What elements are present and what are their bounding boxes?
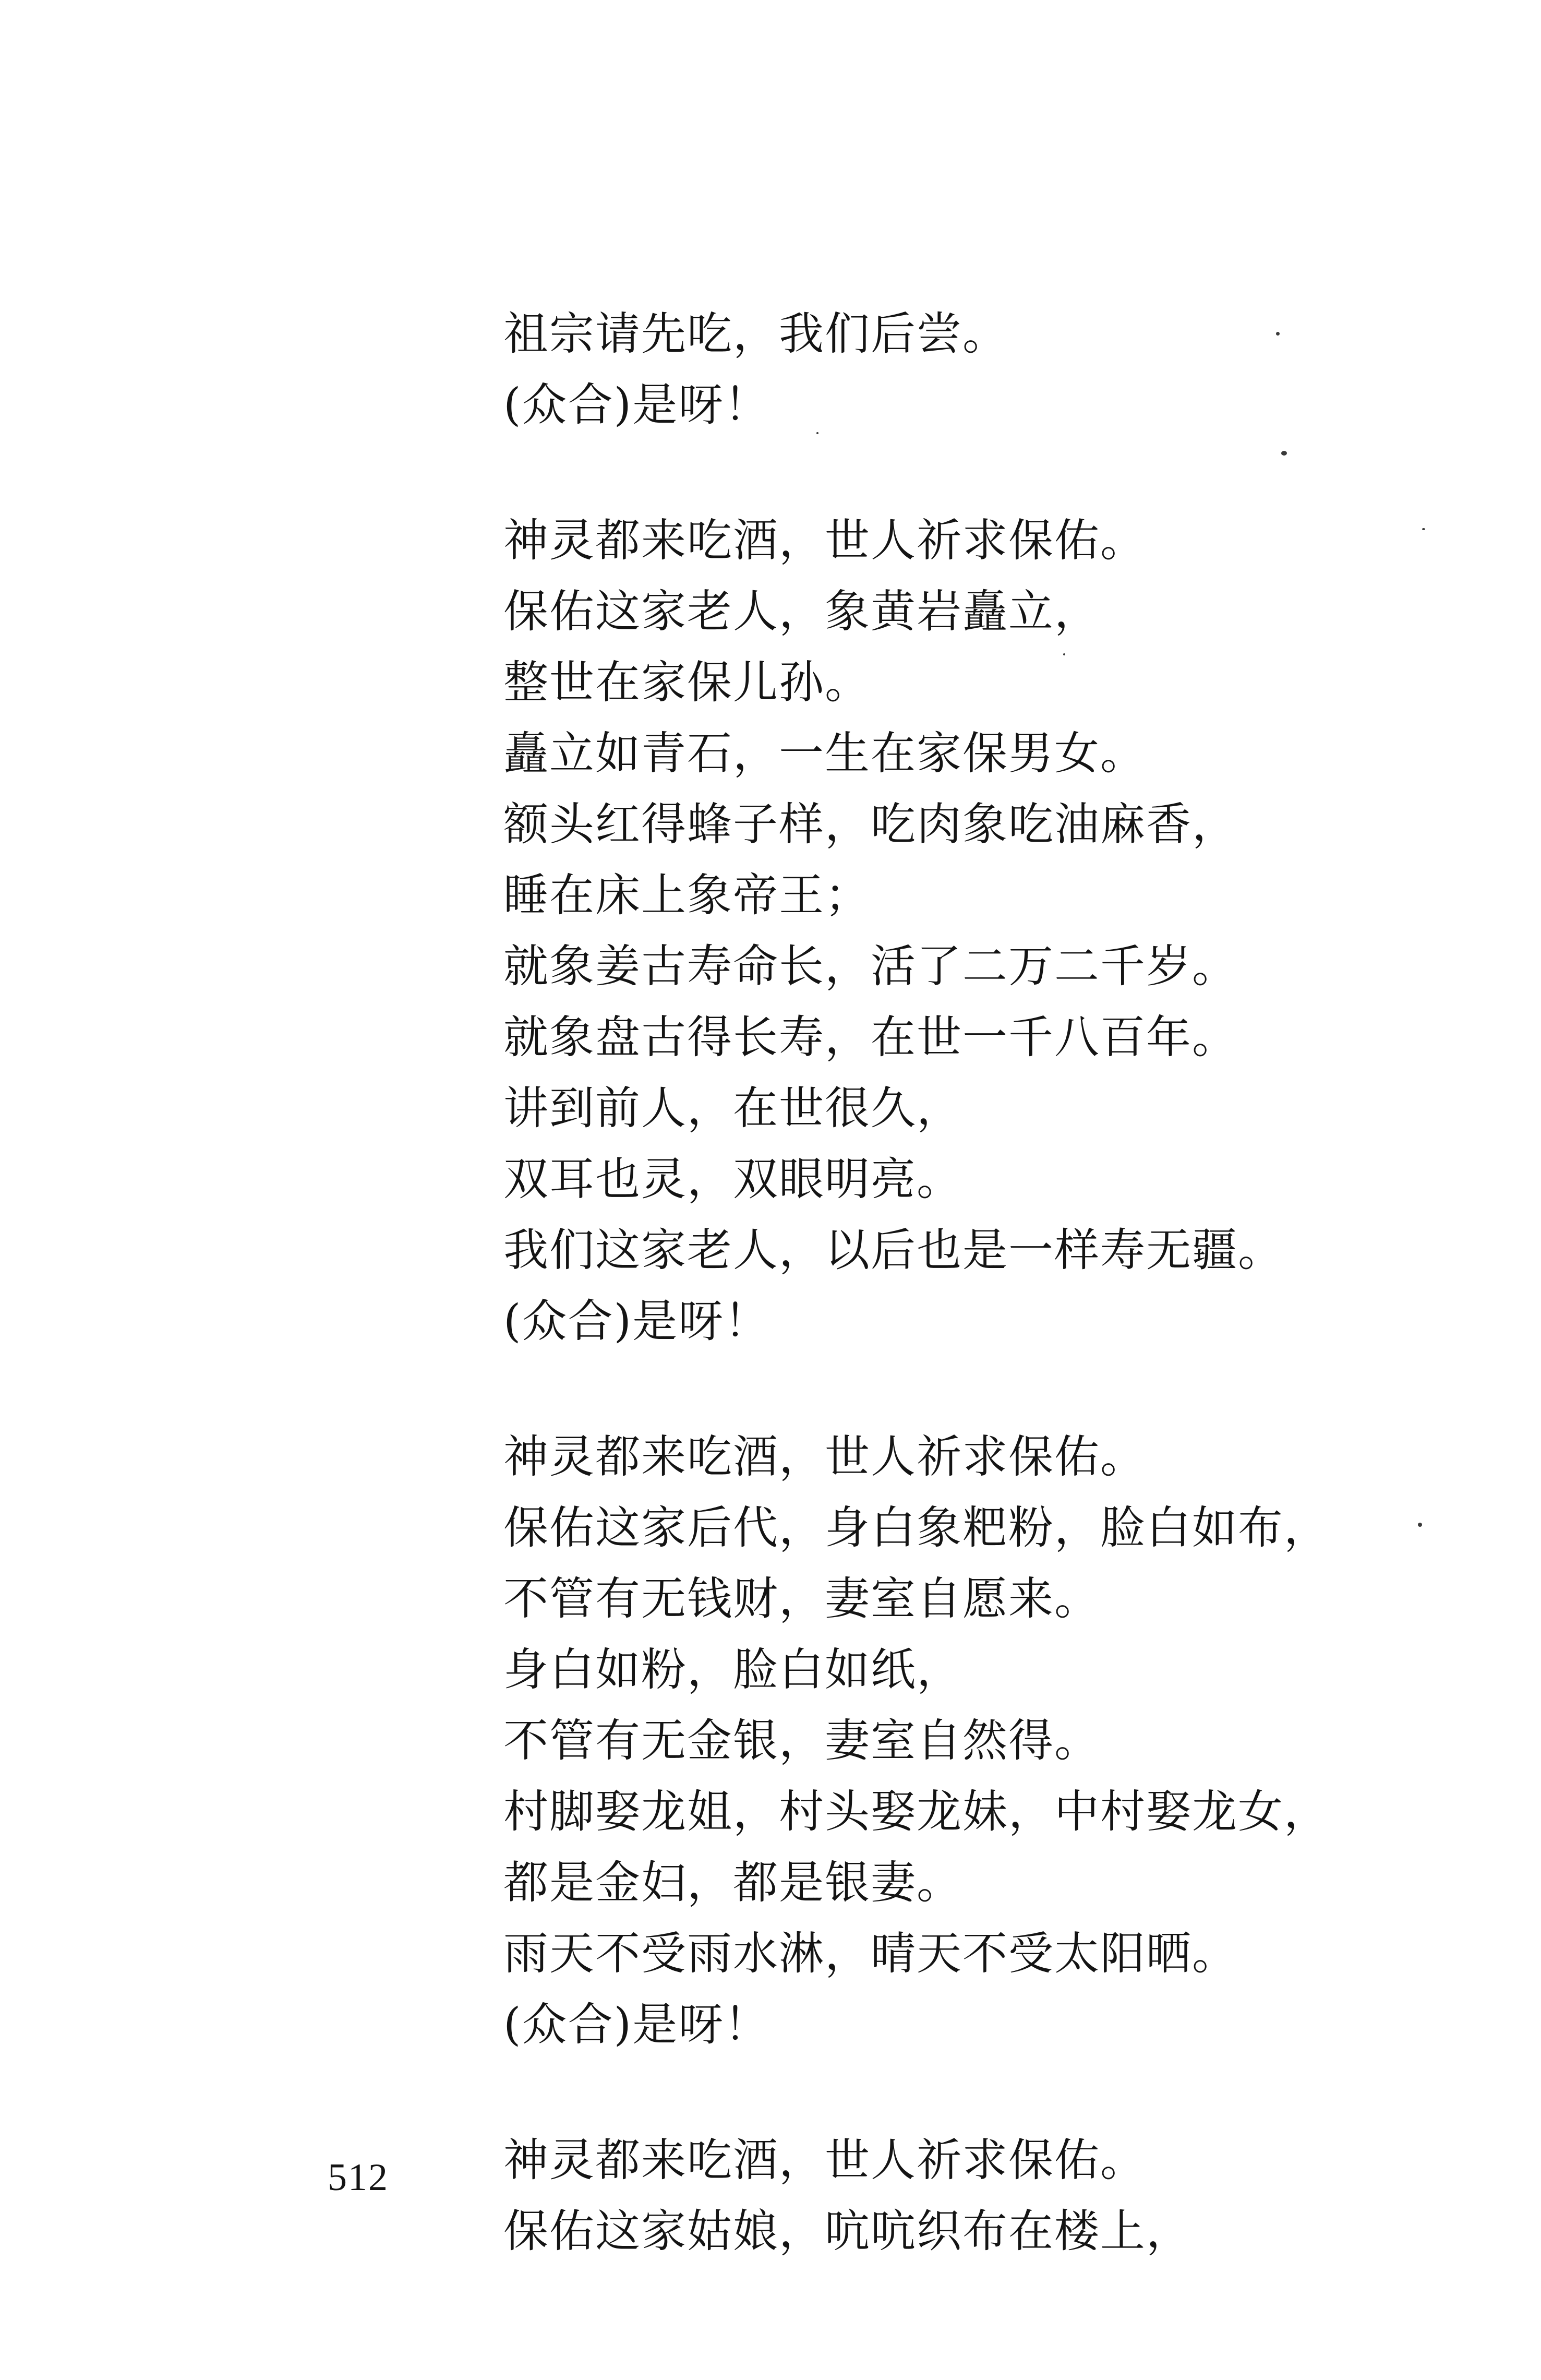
verse-line: 我们这家老人，以后也是一样寿无疆。 <box>503 1224 1284 1276</box>
scan-speck <box>1063 653 1065 655</box>
verse-line: 不管有无金银，妻室自然得。 <box>503 1715 1100 1767</box>
verse-line: 讲到前人，在世很久， <box>503 1082 962 1134</box>
verse-line: 保佑这家姑娘，吭吭织布在楼上， <box>503 2205 1192 2257</box>
verse-line: 雨天不受雨水淋，晴天不受太阳晒。 <box>503 1928 1238 1980</box>
verse-line: 睡在床上象帝王； <box>503 869 871 922</box>
poem-body <box>503 298 1390 2267</box>
verse-line: 双耳也灵，双眼明亮。 <box>503 1153 962 1205</box>
verse-line: 祖宗请先吃，我们后尝。 <box>503 308 1008 360</box>
verse-line: (众合)是呀！ <box>503 1295 770 1347</box>
stanza <box>503 2125 1390 2267</box>
verse-line: 神灵都来吃酒，世人祈求保佑。 <box>503 2134 1146 2186</box>
stanza <box>503 505 1390 1357</box>
verse-line: 整世在家保儿孙。 <box>503 656 871 709</box>
verse-line: 身白如粉，脸白如纸， <box>503 1644 962 1696</box>
verse-line: 矗立如青石，一生在家保男女。 <box>503 727 1146 780</box>
verse-line: (众合)是呀！ <box>503 1999 770 2051</box>
verse-line: 神灵都来吃酒，世人祈求保佑。 <box>503 1431 1146 1483</box>
scan-speck <box>816 432 818 434</box>
scan-speck <box>1276 332 1280 336</box>
verse-line: 保佑这家后代，身白象粑粉，脸白如布， <box>503 1502 1330 1554</box>
verse-line: 就象姜古寿命长，活了二万二千岁。 <box>503 940 1238 992</box>
verse-line: 神灵都来吃酒，世人祈求保佑。 <box>503 515 1146 567</box>
verse-line: 村脚娶龙姐，村头娶龙妹，中村娶龙女， <box>503 1786 1330 1838</box>
scan-speck <box>1418 1523 1422 1527</box>
verse-line: (众合)是呀！ <box>503 379 770 431</box>
scan-speck <box>1422 528 1425 530</box>
stanza <box>503 298 1390 440</box>
verse-line: 就象盘古得长寿，在世一千八百年。 <box>503 1011 1238 1063</box>
verse-line: 保佑这家老人，象黄岩矗立， <box>503 585 1100 638</box>
scan-speck <box>1281 451 1287 456</box>
verse-line: 额头红得蜂子样，吃肉象吃油麻香， <box>503 798 1238 851</box>
page-number: 512 <box>328 2156 389 2199</box>
verse-line: 都是金妇，都是银妻。 <box>503 1857 962 1909</box>
verse-line: 不管有无钱财，妻室自愿来。 <box>503 1573 1100 1625</box>
stanza <box>503 1421 1390 2060</box>
